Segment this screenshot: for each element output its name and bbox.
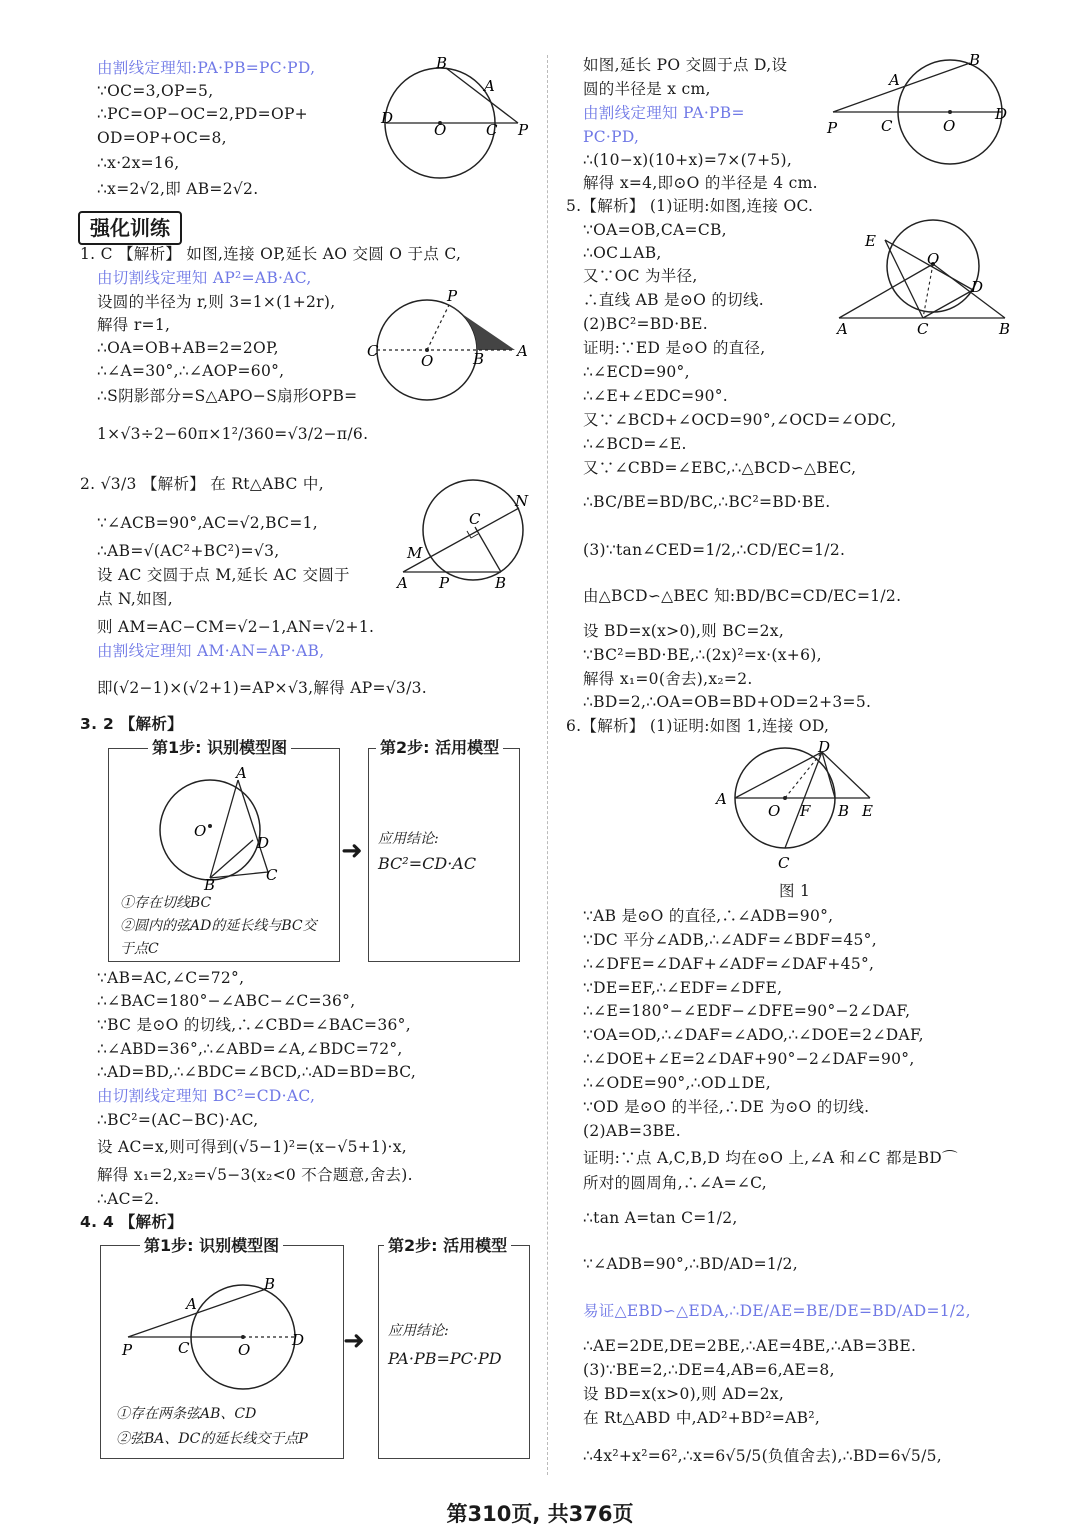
svg-text:B: B	[838, 802, 850, 820]
text-line: 解得 x=4,即⊙O 的半径是 4 cm.	[583, 174, 818, 192]
model-step1-title: 第1步: 识别模型图	[140, 1236, 283, 1256]
figure-right-triangle-circle	[395, 480, 540, 592]
text-line: ∵OD 是⊙O 的半径,∴DE 为⊙O 的切线.	[583, 1098, 870, 1116]
text-line: ∴∠ECD=90°,	[583, 363, 690, 381]
svg-text:A: A	[889, 71, 900, 89]
text-line: ∴S阴影部分=S△APO−S扇形OPB=	[97, 387, 358, 405]
svg-text:B: B	[999, 320, 1011, 338]
text-line: ∴x·2x=16,	[97, 154, 180, 172]
svg-text:D: D	[818, 738, 831, 756]
text-line: ∵∠ACB=90°,AC=√2,BC=1,	[97, 514, 318, 532]
figure-caption: 图 1	[779, 882, 811, 900]
text-line: OD=OP+OC=8,	[97, 129, 227, 147]
text-line: 3. 2 【解析】	[80, 715, 183, 733]
svg-text:O: O	[434, 121, 447, 139]
figure-model4	[118, 1275, 318, 1385]
svg-text:C: C	[778, 854, 790, 872]
text-line: 易证△EBD∽△EDA,∴DE/AE=BE/DE=BD/AD=1/2,	[583, 1302, 971, 1320]
text-line: ∴∠E=180°−∠EDF−∠DFE=90°−2∠DAF,	[583, 1002, 911, 1020]
text-line: 1. C 【解析】 如图,连接 OP,延长 AO 交圆 O 于点 C,	[80, 245, 462, 263]
text-line: 由切割线定理知 AP²=AB·AC,	[97, 269, 312, 287]
page-number-footer: 第310页, 共376页	[446, 1502, 634, 1526]
svg-text:C: C	[178, 1339, 190, 1357]
conclusion-formula: PA·PB=PC·PD	[388, 1349, 502, 1368]
figure-q6-circle	[710, 740, 890, 880]
text-line: ∴∠E+∠EDC=90°.	[583, 387, 729, 405]
text-line: 2. √3/3 【解析】 在 Rt△ABC 中,	[80, 475, 324, 493]
text-line: 设 AC 交圆于点 M,延长 AC 交圆于	[97, 566, 350, 584]
text-line: 点 N,如图,	[97, 590, 173, 608]
conclusion-label: 应用结论:	[378, 831, 439, 847]
text-line: ∴∠ODE=90°,∴OD⊥DE,	[583, 1074, 772, 1092]
model-note: ②圆内的弦AD的延长线与BC交	[120, 918, 317, 934]
svg-text:B: B	[495, 574, 507, 592]
figure-q5-circle-triangle	[835, 220, 1020, 340]
text-line: 由割线定理知 PA·PB=	[583, 104, 745, 122]
text-line: 解得 x₁=2,x₂=√5−3(x₂<0 不合题意,舍去).	[97, 1166, 413, 1184]
text-line: ∴BC²=(AC−BC)·AC,	[97, 1111, 259, 1129]
svg-text:F: F	[800, 802, 811, 820]
text-line: ∴PC=OP−OC=2,PD=OP+	[97, 105, 308, 123]
text-line: 解得 x₁=0(舍去),x₂=2.	[583, 670, 753, 688]
svg-text:B: B	[473, 350, 485, 368]
text-line: (2)AB=3BE.	[583, 1122, 682, 1140]
svg-text:A: A	[186, 1295, 197, 1313]
text-line: ∴∠A=30°,∴∠AOP=60°,	[97, 362, 285, 380]
text-line: 在 Rt△ABD 中,AD²+BD²=AB²,	[583, 1409, 821, 1427]
text-line: 如图,延长 PO 交圆于点 D,设	[583, 56, 788, 74]
text-line: 6.【解析】 (1)证明:如图 1,连接 OD,	[566, 717, 830, 735]
svg-text:N: N	[515, 492, 529, 510]
text-line: 设 AC=x,则可得到(√5−1)²=(x−√5+1)·x,	[97, 1138, 408, 1156]
text-line: ∵OA=OD,∴∠DAF=∠ADO,∴∠DOE=2∠DAF,	[583, 1026, 924, 1044]
svg-text:P: P	[447, 287, 458, 305]
svg-text:D: D	[292, 1331, 305, 1349]
right-arrow-icon: ➜	[341, 836, 363, 866]
text-line: PC·PD,	[583, 128, 640, 146]
svg-text:P: P	[518, 121, 529, 139]
text-line: ∵BC²=BD·BE,∴(2x)²=x·(x+6),	[583, 646, 822, 664]
text-line: ∴4x²+x²=6²,∴x=6√5/5(负值舍去),∴BD=6√5/5,	[583, 1447, 942, 1465]
svg-text:P: P	[439, 574, 450, 592]
figure-q4-circle	[825, 51, 1010, 145]
svg-text:C: C	[881, 117, 893, 135]
svg-text:B: B	[436, 54, 448, 72]
text-line: 所对的圆周角,∴∠A=∠C,	[583, 1174, 768, 1192]
text-line: (2)BC²=BD·BE.	[583, 315, 708, 333]
svg-text:A: A	[397, 574, 408, 592]
text-line: 又∵OC 为半径,	[583, 267, 698, 285]
svg-text:A: A	[716, 790, 727, 808]
text-line: ∴∠BAC=180°−∠ABC−∠C=36°,	[97, 992, 356, 1010]
svg-text:O: O	[927, 250, 940, 268]
text-line: ∴AB=√(AC²+BC²)=√3,	[97, 542, 280, 560]
column-divider	[547, 55, 548, 1475]
svg-text:D: D	[257, 834, 270, 852]
svg-text:P: P	[122, 1341, 133, 1359]
text-line: 1×√3÷2−60π×1²/360=√3/2−π/6.	[97, 425, 369, 443]
text-line: ∵BC 是⊙O 的切线,∴∠CBD=∠BAC=36°,	[97, 1016, 411, 1034]
svg-text:A: A	[484, 77, 495, 95]
text-line: ∴AE=2DE,DE=2BE,∴AE=4BE,∴AB=3BE.	[583, 1337, 917, 1355]
text-line: 由切割线定理知 BC²=CD·AC,	[97, 1087, 316, 1105]
model-note: ①存在两条弦AB、CD	[116, 1406, 257, 1422]
model-step2-title: 第2步: 活用模型	[384, 1236, 511, 1256]
text-line: ∴BD=2,∴OA=OB=BD+OD=2+3=5.	[583, 693, 872, 711]
svg-text:P: P	[827, 119, 838, 137]
svg-text:A: A	[837, 320, 848, 338]
text-line: 设圆的半径为 r,则 3=1×(1+2r),	[97, 293, 336, 311]
figure-secant-circle-top-left	[378, 55, 538, 185]
text-line: ∴OC⊥AB,	[583, 244, 662, 262]
text-line: 则 AM=AC−CM=√2−1,AN=√2+1.	[97, 618, 375, 636]
text-line: ∴AC=2.	[97, 1190, 160, 1208]
svg-text:O: O	[238, 1341, 251, 1359]
text-line: 由割线定理知 AM·AN=AP·AB,	[97, 642, 325, 660]
text-line: 设 BD=x(x>0),则 BC=2x,	[583, 622, 785, 640]
text-line: 解得 r=1,	[97, 316, 171, 334]
text-line: ∴∠BCD=∠E.	[583, 435, 687, 453]
svg-text:O: O	[194, 822, 207, 840]
figure-tangent-shaded	[365, 288, 535, 398]
text-line: ∴AD=BD,∴∠BDC=∠BCD,∴AD=BD=BC,	[97, 1063, 417, 1081]
text-line: 5.【解析】 (1)证明:如图,连接 OC.	[566, 197, 814, 215]
text-line: ∴(10−x)(10+x)=7×(7+5),	[583, 151, 793, 169]
text-line: ∴直线 AB 是⊙O 的切线.	[583, 291, 764, 309]
text-line: ∵OC=3,OP=5,	[97, 82, 214, 100]
text-line: ∵DE=EF,∴∠EDF=∠DFE,	[583, 979, 783, 997]
text-line: ∵AB=AC,∠C=72°,	[97, 969, 245, 987]
text-line: 又∵∠BCD+∠OCD=90°,∠OCD=∠ODC,	[583, 411, 897, 429]
svg-text:O: O	[768, 802, 781, 820]
text-line: ∵DC 平分∠ADB,∴∠ADF=∠BDF=45°,	[583, 931, 877, 949]
model-note: ②弦BA、DC的延长线交于点P	[116, 1431, 308, 1447]
model-step1-title: 第1步: 识别模型图	[148, 738, 291, 758]
text-line: ∴∠ABD=36°,∴∠ABD=∠A,∠BDC=72°,	[97, 1040, 403, 1058]
model-note: 于点C	[120, 941, 159, 957]
section-title: 强化训练	[78, 211, 182, 245]
svg-text:E: E	[865, 232, 876, 250]
text-line: ∴OA=OB+AB=2=2OP,	[97, 339, 279, 357]
svg-text:B: B	[204, 876, 216, 894]
figure-model3	[150, 764, 290, 894]
text-line: 由割线定理知:PA·PB=PC·PD,	[97, 59, 316, 77]
text-line: ∵AB 是⊙O 的直径,∴∠ADB=90°,	[583, 907, 834, 925]
svg-text:B: B	[264, 1275, 276, 1293]
text-line: (3)∵tan∠CED=1/2,∴CD/EC=1/2.	[583, 541, 846, 559]
text-line: 由△BCD∽△BEC 知:BD/BC=CD/EC=1/2.	[583, 587, 902, 605]
text-line: ∴∠DOE+∠E=2∠DAF+90°−2∠DAF=90°,	[583, 1050, 915, 1068]
text-line: 证明:∵点 A,C,B,D 均在⊙O 上,∠A 和∠C 都是BD⌒	[583, 1149, 958, 1167]
svg-text:O: O	[943, 117, 956, 135]
conclusion-label: 应用结论:	[388, 1323, 449, 1339]
right-arrow-icon: ➜	[343, 1326, 365, 1356]
svg-text:E: E	[862, 802, 873, 820]
svg-text:A: A	[236, 764, 247, 782]
svg-text:C: C	[486, 121, 498, 139]
text-line: 4. 4 【解析】	[80, 1213, 183, 1231]
svg-text:C: C	[469, 510, 481, 528]
text-line: ∵∠ADB=90°,∴BD/AD=1/2,	[583, 1255, 798, 1273]
text-line: 又∵∠CBD=∠EBC,∴△BCD∽△BEC,	[583, 459, 857, 477]
svg-text:C: C	[917, 320, 929, 338]
conclusion-formula: BC²=CD·AC	[378, 854, 477, 873]
text-line: 圆的半径是 x cm,	[583, 80, 711, 98]
text-line: ∴x=2√2,即 AB=2√2.	[97, 180, 259, 198]
svg-text:O: O	[421, 352, 434, 370]
svg-text:D: D	[381, 109, 394, 127]
model-step2-title: 第2步: 活用模型	[376, 738, 503, 758]
text-line: 即(√2−1)×(√2+1)=AP×√3,解得 AP=√3/3.	[97, 679, 427, 697]
text-line: ∴∠DFE=∠DAF+∠ADF=∠DAF+45°,	[583, 955, 875, 973]
svg-text:C: C	[367, 342, 379, 360]
text-line: ∵OA=OB,CA=CB,	[583, 221, 727, 239]
svg-text:C: C	[266, 866, 278, 884]
svg-text:D: D	[995, 105, 1008, 123]
svg-text:D: D	[971, 278, 984, 296]
svg-text:A: A	[517, 342, 528, 360]
text-line: (3)∵BE=2,∴DE=4,AB=6,AE=8,	[583, 1361, 835, 1379]
svg-text:M: M	[407, 544, 423, 562]
svg-text:B: B	[969, 51, 981, 69]
text-line: 证明:∵ED 是⊙O 的直径,	[583, 339, 766, 357]
text-line: 设 BD=x(x>0),则 AD=2x,	[583, 1385, 785, 1403]
text-line: ∴tan A=tan C=1/2,	[583, 1209, 738, 1227]
text-line: ∴BC/BE=BD/BC,∴BC²=BD·BE.	[583, 493, 831, 511]
model-note: ①存在切线BC	[120, 895, 212, 911]
